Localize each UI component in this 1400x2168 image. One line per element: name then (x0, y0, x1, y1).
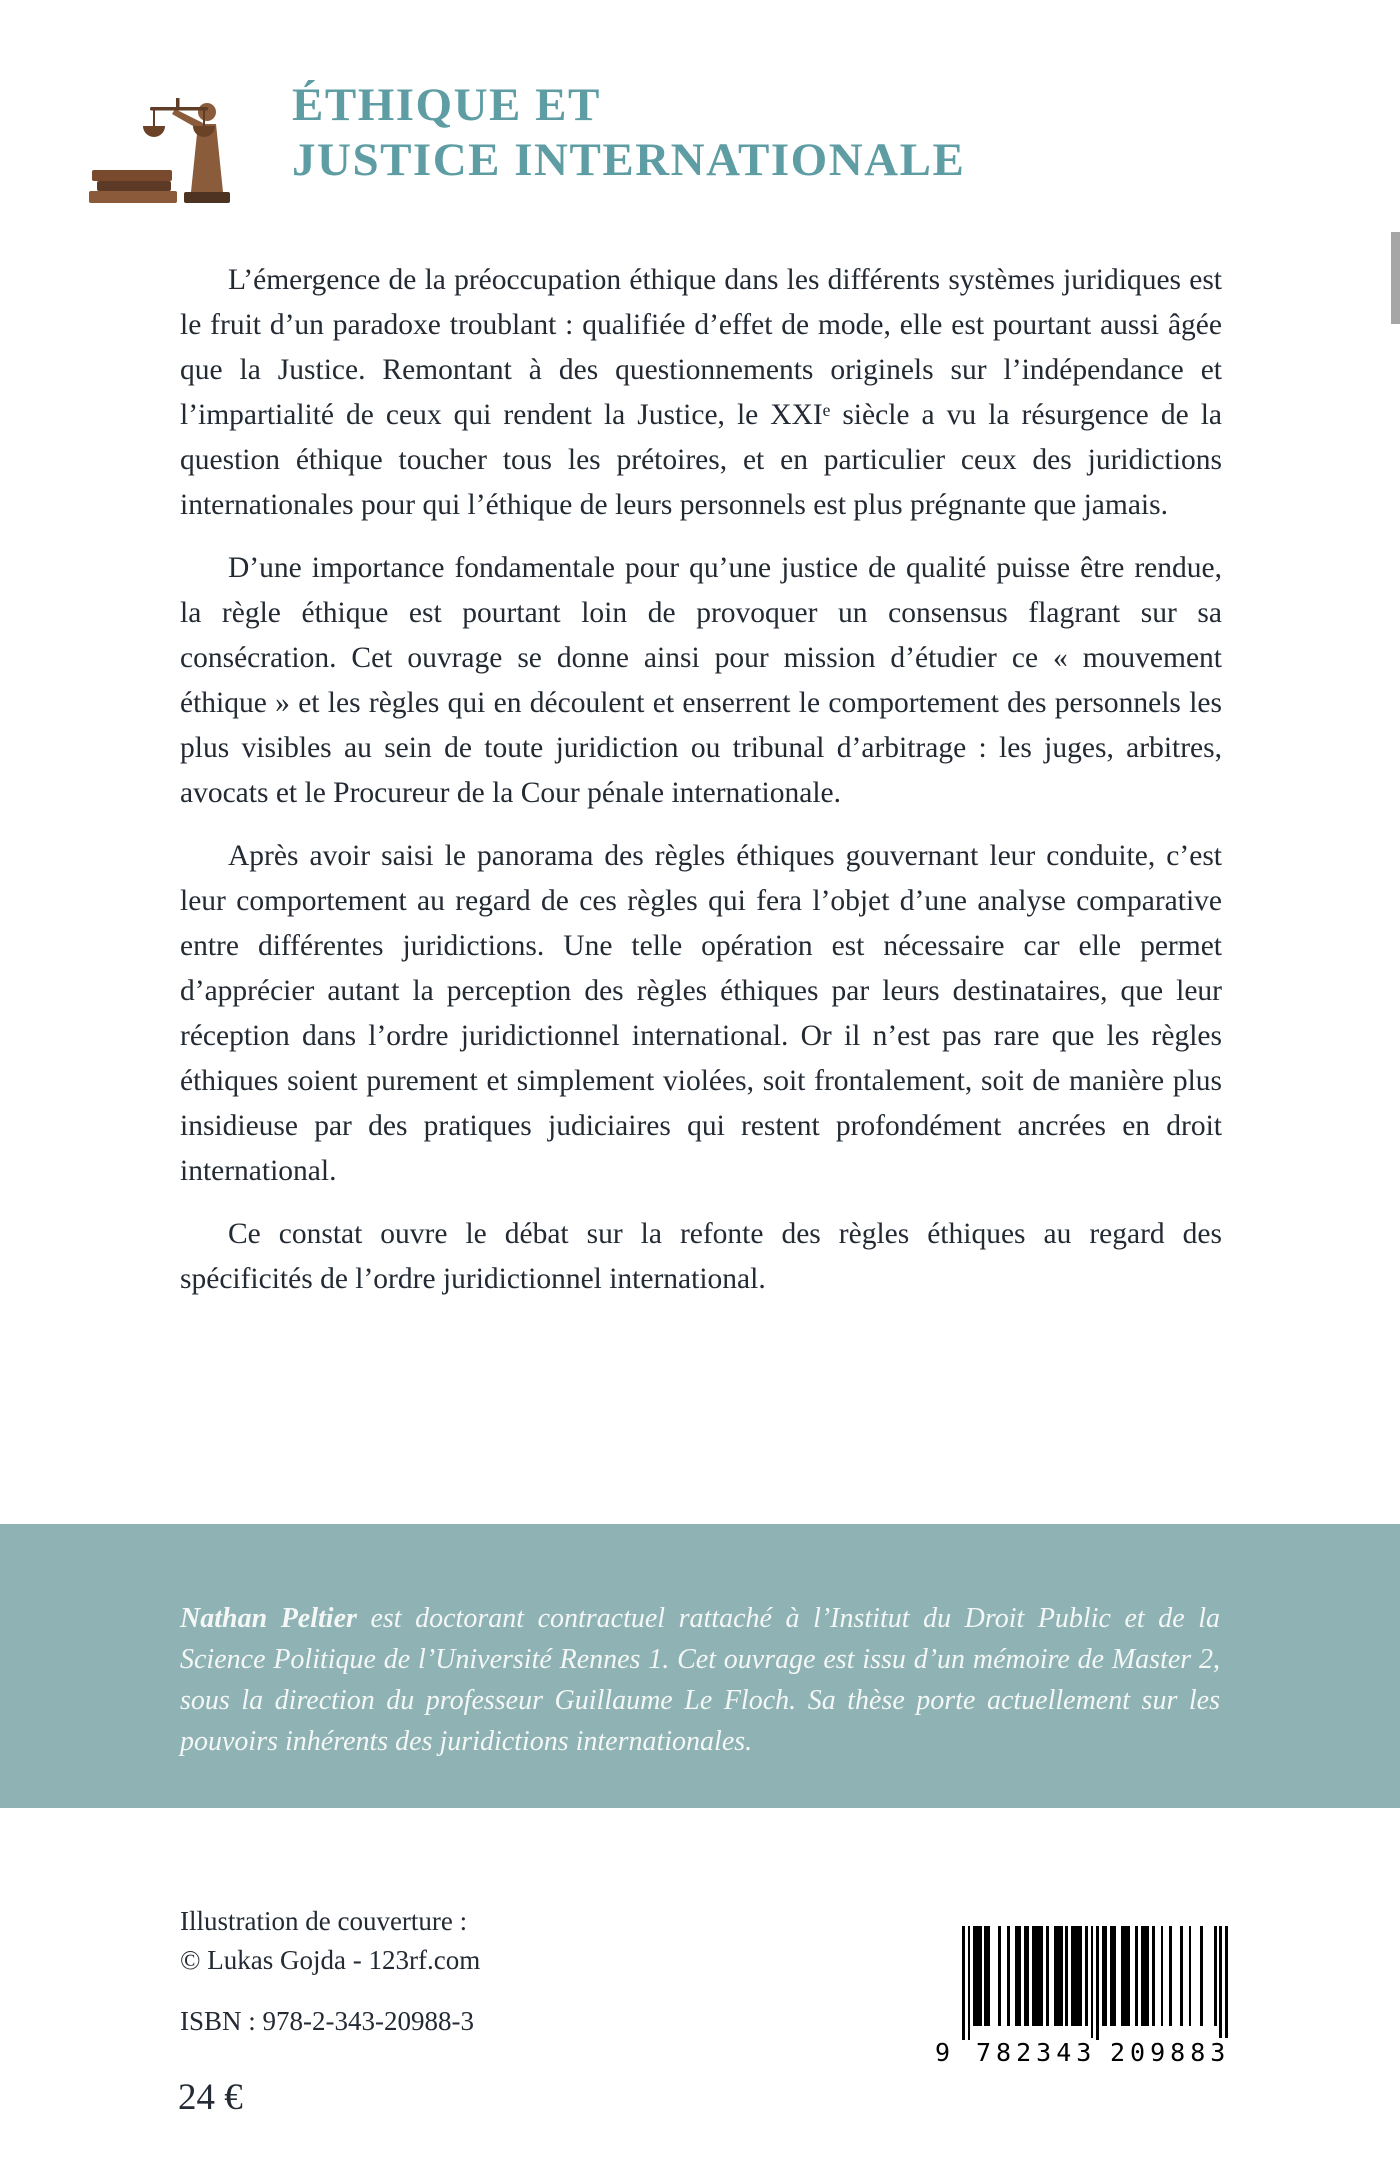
justice-statue-logo (88, 90, 266, 210)
header (88, 78, 965, 210)
barcode-digits-group1: 782343 (976, 2038, 1097, 2067)
synopsis-paragraph-3: Après avoir saisi le panorama des règles éthiques gouvernant leur conduite, c’est leur comportement au regard de ces règles qui fera l’objet d’une analyse comparative entre différentes juridictions. Une telle opération est nécessaire car elle permet d’apprécier autant la perception des règles éthiques par leurs destinataires, que leur réception dans l’ordre juridictionnel international. Or il n’est pas rare que les règles éthiques soient purement et simplement violées, soit frontalement, soit de manière plus insidieuse par des pratiques judiciaires qui restent profondément ancrées en droit international. (180, 840, 1222, 1187)
barcode (935, 1926, 1232, 2067)
author-bio (180, 1524, 1220, 1762)
price: 24 € (178, 2077, 243, 2118)
synopsis-paragraph-2: D’une importance fondamentale pour qu’une justice de qualité puisse être rendue, la règle éthique est pourtant loin de provoquer un consensus flagrant sur sa consécration. Cet ouvrage se donne ainsi pour mission d’étudier ce « mouvement éthique » et les règles qui en découlent et enserrent le comportement des personnels les plus visibles au sein de toute juridiction ou tribunal d’arbitrage : les juges, arbitres, avocats et le Procureur de la Cour pénale internationale. (180, 552, 1222, 809)
illustration-credit-line2: © Lukas Gojda - 123rf.com (180, 1945, 481, 1975)
isbn: ISBN : 978-2-343-20988-3 (180, 2006, 474, 2036)
author-name: Nathan Peltier (180, 1603, 357, 1634)
illustration-credit (180, 1902, 480, 1980)
illustration-credit-line1: Illustration de couverture : (180, 1906, 468, 1936)
barcode-digit-first: 9 (935, 2038, 951, 2067)
author-bio-band (0, 1524, 1400, 1808)
synopsis-paragraph-1: L’émergence de la préoccupation éthique dans les différents systèmes juridiques est le fruit d’un paradoxe troublant : qualifiée d’effet de mode, elle est pourtant aussi âgée que la Justice. Remontant à des questionnements originels sur l’indépendance et l’impartialité de ceux qui rendent la Justice, le XXIᵉ siècle a vu la résurgence de la question éthique toucher tous les prétoires, et en particulier ceux des juridictions internationales pour qui l’éthique de leurs personnels est plus prégnante que jamais. (180, 264, 1222, 521)
lady-justice-icon (88, 90, 266, 210)
page-edge-artifact (1391, 232, 1400, 324)
book-title-line1: ÉTHIQUE ET (292, 79, 601, 131)
synopsis (180, 258, 1222, 1320)
author-bio-text: est doctorant contractuel rattaché à l’Institut du Droit Public et de la Science Politique de l’Université Rennes 1. Cet ouvrage est issu d’un mémoire de Master 2, sous la direction du professeur Guillaume Le Floch. Sa thèse porte actuellement sur les pouvoirs inhérents des juridictions internationales. (180, 1603, 1220, 1757)
book-title (292, 78, 965, 189)
barcode-bars (962, 1926, 1228, 2042)
synopsis-paragraph-4: Ce constat ouvre le débat sur la refonte des règles éthiques au regard des spécificités de l’ordre juridictionnel international. (180, 1218, 1222, 1295)
book-title-line2: JUSTICE INTERNATIONALE (292, 134, 966, 187)
barcode-number (935, 2030, 1232, 2067)
barcode-digits-group2: 209883 (1110, 2038, 1231, 2067)
